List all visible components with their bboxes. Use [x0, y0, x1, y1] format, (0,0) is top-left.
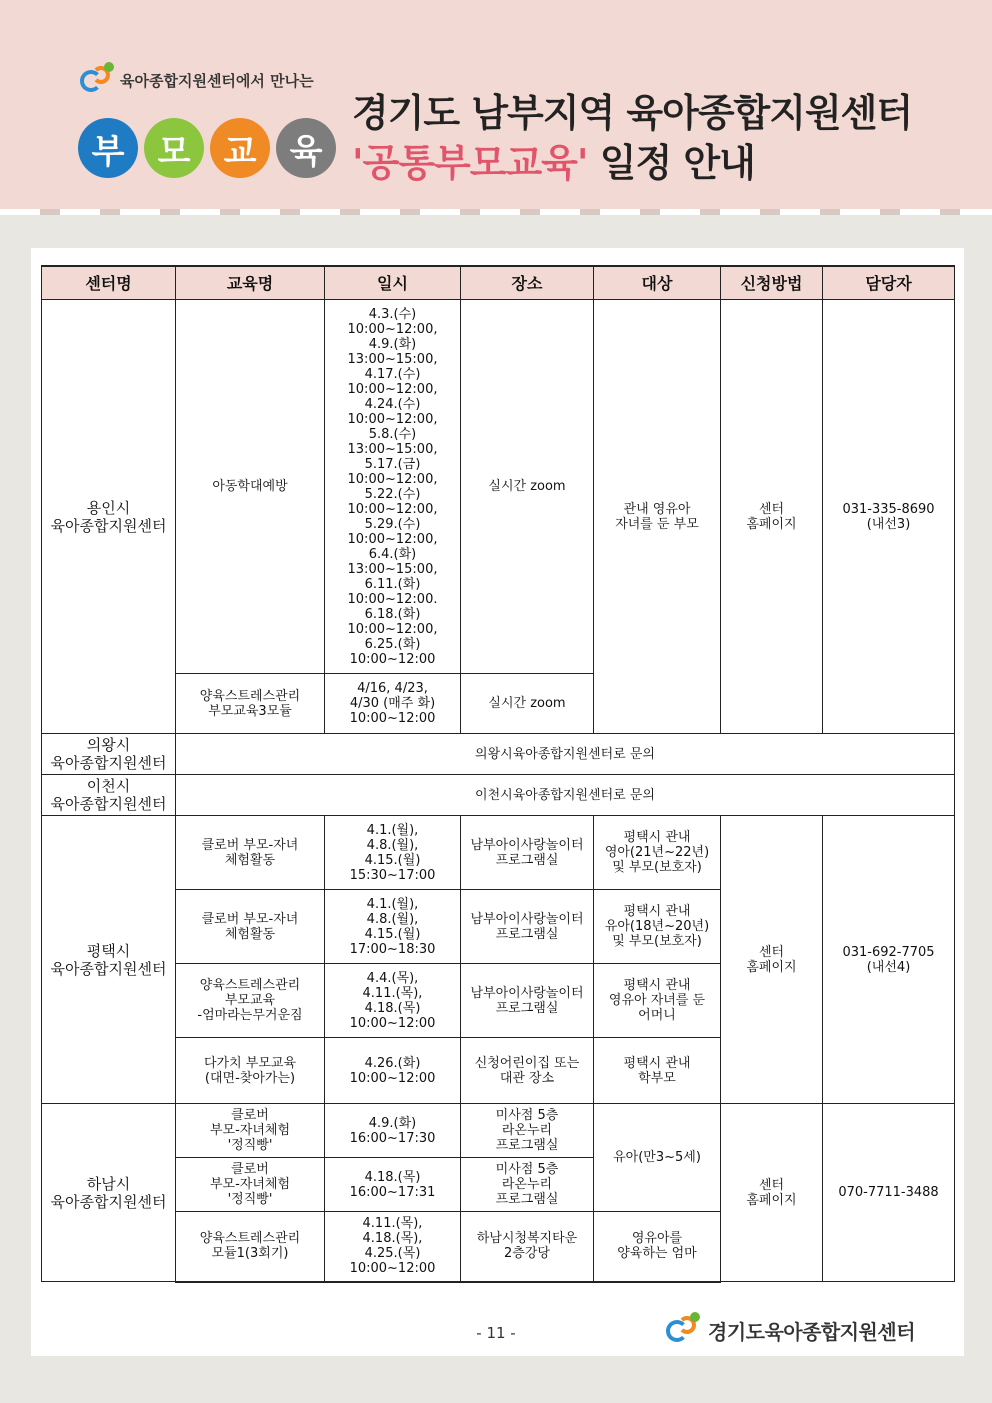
inquiry-note: 이천시육아종합지원센터로 문의: [176, 775, 955, 816]
education-place: 하남시청복지타운 2층강당: [461, 1212, 594, 1282]
education-name: 양육스트레스관리 부모교육3모듈: [176, 674, 325, 734]
childcare-logo-icon: [80, 62, 116, 98]
contact: 031-335-8690 (내선3): [823, 300, 955, 734]
education-target: 관내 영유아 자녀를 둔 부모: [594, 300, 721, 734]
table-row: [42, 1104, 955, 1158]
logo-subtitle: 육아종합지원센터에서 만나는: [120, 71, 314, 90]
header-education: 교육명: [176, 266, 325, 300]
apply-method: 센터 홈페이지: [721, 816, 823, 1104]
education-date: 4.26.(화) 10:00~12:00: [325, 1038, 461, 1104]
header-logo: [80, 62, 314, 98]
page-number: - 11 -: [476, 1324, 516, 1342]
education-place: 남부아이사랑놀이터 프로그램실: [461, 890, 594, 964]
schedule-table: [41, 265, 955, 1283]
badge-gyo: 교: [210, 118, 270, 178]
header-place: 장소: [461, 266, 594, 300]
table-header-row: [42, 266, 955, 300]
education-place: 남부아이사랑놀이터 프로그램실: [461, 964, 594, 1038]
subtitle-rest: 일정 안내: [599, 141, 755, 185]
schedule-sheet: [31, 248, 964, 1356]
header-contact: 담당자: [823, 266, 955, 300]
page-subtitle: [352, 132, 755, 187]
education-date: 4.18.(목) 16:00~17:31: [325, 1158, 461, 1212]
education-date: 4.3.(수) 10:00~12:00, 4.9.(화) 13:00~15:00, 4.17.(수) 10:00~12:00, 4.24.(수) 10:00~12:00, 5.8.(수) 13:00~15:00, 5.17.(금) 10:00~12:00, 5.22.(수) 10:00~12:00, 5.29.(수) 10:00~12:00, 6.4.(화) 13:00~15:00, 6.11.(화) 10:00~12:00. 6.18.(화) 10:00~12:00, 6.25.(화) 10:00~12:00: [325, 300, 461, 674]
education-place: 실시간 zoom: [461, 300, 594, 674]
parent-education-badges: [78, 118, 336, 178]
center-name: 이천시 육아종합지원센터: [42, 775, 176, 816]
education-name: 클로버 부모-자녀 체험활동: [176, 816, 325, 890]
header-target: 대상: [594, 266, 721, 300]
table-row: [42, 734, 955, 775]
education-place: 미사점 5층 라온누리 프로그램실: [461, 1104, 594, 1158]
header-datetime: 일시: [325, 266, 461, 300]
apply-method: 센터 홈페이지: [721, 1104, 823, 1282]
center-name: 의왕시 육아종합지원센터: [42, 734, 176, 775]
education-place: 미사점 5층 라온누리 프로그램실: [461, 1158, 594, 1212]
education-name: 양육스트레스관리 부모교육 -엄마라는무거운짐: [176, 964, 325, 1038]
contact: 031-692-7705 (내선4): [823, 816, 955, 1104]
table-row: [42, 816, 955, 890]
education-target: 평택시 관내 영유아 자녀를 둔 어머니: [594, 964, 721, 1038]
education-place: 신청어린이집 또는 대관 장소: [461, 1038, 594, 1104]
center-name: 용인시 육아종합지원센터: [42, 300, 176, 734]
apply-method: 센터 홈페이지: [721, 300, 823, 734]
badge-bu: 부: [78, 118, 138, 178]
education-target: 유아(만3~5세): [594, 1104, 721, 1212]
education-name: 클로버 부모-자녀체험 '정직빵': [176, 1104, 325, 1158]
education-target: 평택시 관내 학부모: [594, 1038, 721, 1104]
footer-logo-text: 경기도육아종합지원센터: [708, 1319, 916, 1344]
education-date: 4.1.(월), 4.8.(월), 4.15.(월) 17:00~18:30: [325, 890, 461, 964]
table-row: [42, 775, 955, 816]
education-date: 4.1.(월), 4.8.(월), 4.15.(월) 15:30~17:00: [325, 816, 461, 890]
education-name: 아동학대예방: [176, 300, 325, 674]
header-center: 센터명: [42, 266, 176, 300]
education-date: 4/16, 4/23, 4/30 (매주 화) 10:00~12:00: [325, 674, 461, 734]
badge-yuk: 육: [276, 118, 336, 178]
center-name: 하남시 육아종합지원센터: [42, 1104, 176, 1282]
page-title: 경기도 남부지역 육아종합지원센터: [352, 91, 913, 135]
childcare-logo-icon: [666, 1312, 702, 1348]
education-name: 다가치 부모교육 (대면-찾아가는): [176, 1038, 325, 1104]
table-row: [42, 300, 955, 674]
subtitle-highlight: '공통부모교육': [352, 141, 588, 185]
education-target: 평택시 관내 영아(21년~22년) 및 부모(보호자): [594, 816, 721, 890]
header-divider: [0, 209, 992, 215]
education-date: 4.4.(목), 4.11.(목), 4.18.(목) 10:00~12:00: [325, 964, 461, 1038]
education-name: 클로버 부모-자녀 체험활동: [176, 890, 325, 964]
education-date: 4.11.(목), 4.18.(목), 4.25.(목) 10:00~12:00: [325, 1212, 461, 1282]
education-place: 남부아이사랑놀이터 프로그램실: [461, 816, 594, 890]
education-place: 실시간 zoom: [461, 674, 594, 734]
education-target: 평택시 관내 유아(18년~20년) 및 부모(보호자): [594, 890, 721, 964]
center-name: 평택시 육아종합지원센터: [42, 816, 176, 1104]
education-target: 영유아를 양육하는 엄마: [594, 1212, 721, 1282]
contact: 070-7711-3488: [823, 1104, 955, 1282]
inquiry-note: 의왕시육아종합지원센터로 문의: [176, 734, 955, 775]
badge-mo: 모: [144, 118, 204, 178]
education-date: 4.9.(화) 16:00~17:30: [325, 1104, 461, 1158]
header-apply: 신청방법: [721, 266, 823, 300]
education-name: 클로버 부모-자녀체험 '정직빵': [176, 1158, 325, 1212]
education-name: 양육스트레스관리 모듈1(3회기): [176, 1212, 325, 1282]
footer-logo: [666, 1312, 915, 1348]
